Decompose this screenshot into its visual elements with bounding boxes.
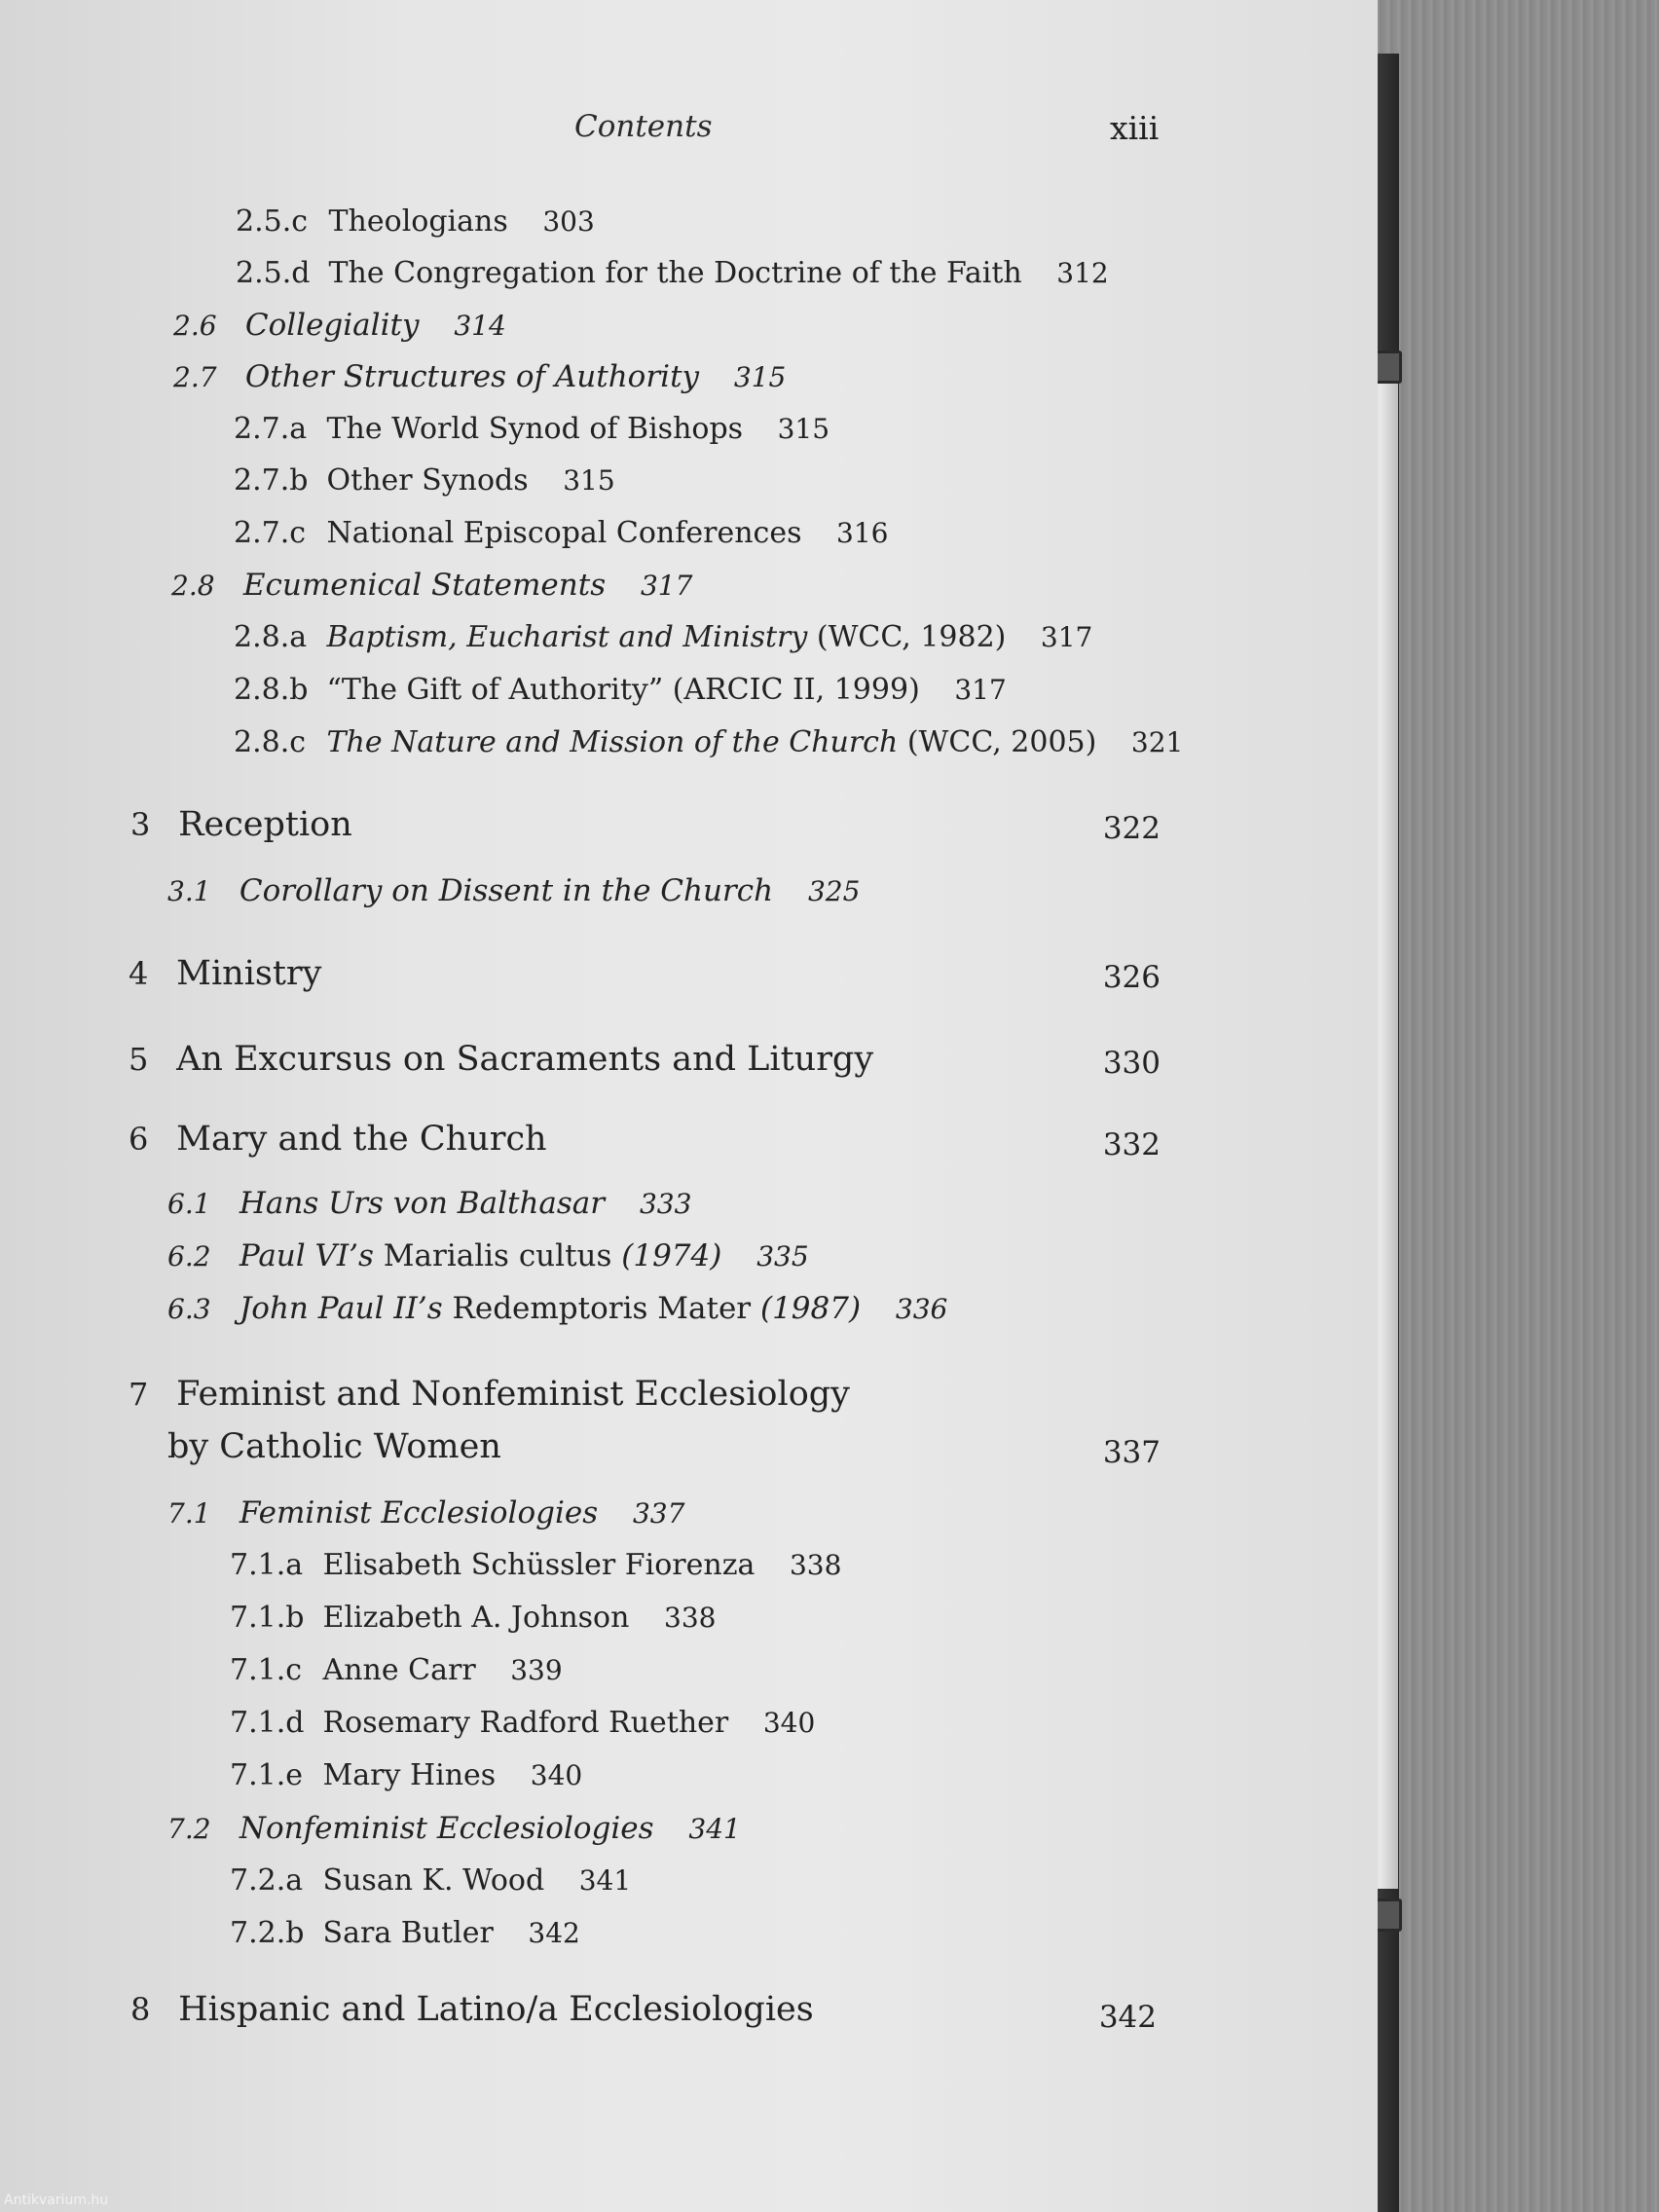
section-number: 6.1 (167, 1188, 211, 1220)
entry-title-italic: Baptism, Eucharist and Ministry (326, 620, 808, 654)
toc-chapter (129, 1375, 1161, 1482)
entry-title: Elizabeth A. Johnson (322, 1601, 630, 1635)
entry-number: 2.8.c (234, 725, 307, 759)
toc-entry (234, 673, 1007, 707)
chapter-number: 5 (129, 1041, 149, 1078)
section-title-c: (1987) (759, 1291, 862, 1326)
section-number: 6.2 (167, 1240, 211, 1272)
entry-page: 338 (789, 1549, 842, 1581)
section-page: 341 (688, 1813, 741, 1845)
section-page: 325 (807, 875, 861, 907)
chapter-title-line1: Feminist and Nonfeminist Ecclesiology (176, 1375, 850, 1414)
section-page: 333 (639, 1188, 692, 1220)
entry-number: 7.1.d (230, 1706, 305, 1740)
chapter-title: Ministry (176, 954, 322, 993)
chapter-page: 337 (1102, 1435, 1161, 1470)
chapter-number: 8 (130, 1991, 151, 2028)
section-number: 2.8 (171, 570, 215, 602)
section-title: Corollary on Dissent in the Church (239, 873, 774, 908)
toc-entry (234, 725, 1183, 759)
entry-number: 2.7.a (234, 412, 308, 446)
entry-page: 341 (578, 1864, 632, 1897)
section-title: Collegiality (244, 308, 420, 343)
toc-entry (230, 1548, 841, 1582)
entry-title: Sara Butler (322, 1916, 494, 1950)
entry-number: 7.1.c (230, 1653, 303, 1687)
toc-section (173, 308, 506, 343)
chapter-title-line2: by Catholic Women (167, 1427, 501, 1466)
entry-title: Rosemary Radford Ruether (322, 1706, 729, 1740)
toc-chapter (130, 1990, 1157, 2035)
entry-title: Other Synods (326, 463, 529, 498)
entry-page: 303 (542, 205, 595, 238)
entry-title: Elisabeth Schüssler Fiorenza (322, 1548, 756, 1582)
toc-entry (236, 204, 595, 239)
entry-title-rest: (WCC, 2005) (898, 725, 1097, 759)
chapter-page: 330 (1102, 1046, 1161, 1081)
toc-section (171, 568, 692, 603)
toc-entry (234, 463, 615, 498)
entry-title-italic: The Nature and Mission of the Church (326, 725, 899, 759)
watermark: Antikvarium.hu (4, 2193, 109, 2208)
toc-entry (230, 1653, 563, 1687)
entry-number: 2.8.b (234, 673, 309, 707)
toc-entry (230, 1706, 815, 1740)
chapter-title: Hispanic and Latino/a Ecclesiologies (178, 1990, 814, 2029)
section-title: Feminist Ecclesiologies (239, 1495, 599, 1530)
entry-page: 316 (836, 517, 889, 549)
entry-number: 7.2.b (230, 1916, 305, 1950)
section-page: 317 (640, 570, 693, 602)
entry-page: 338 (664, 1602, 717, 1634)
toc-section (167, 1291, 947, 1326)
toc-entry (236, 256, 1109, 290)
toc-section (167, 1238, 809, 1273)
entry-page: 342 (528, 1917, 580, 1949)
entry-title-rest: (WCC, 1982) (807, 620, 1007, 654)
entry-page: 317 (954, 674, 1007, 706)
section-number: 2.6 (173, 310, 217, 342)
entry-number: 7.1.b (230, 1601, 305, 1635)
toc-section (167, 1495, 684, 1530)
table-surface (1353, 0, 1659, 2212)
entry-title: The World Synod of Bishops (326, 412, 744, 446)
entry-title: “The Gift of Authority” (ARCIC II, 1999) (326, 673, 920, 707)
entry-page: 340 (762, 1707, 816, 1739)
chapter-number: 3 (130, 806, 151, 843)
toc-section (173, 359, 786, 394)
entry-page: 315 (777, 413, 830, 445)
chapter-number: 6 (129, 1121, 149, 1158)
section-title-b: Marialis cultus (373, 1238, 622, 1273)
toc-entry (234, 620, 1092, 654)
entry-title: Anne Carr (322, 1653, 476, 1687)
section-title-a: Paul VI’s (239, 1238, 374, 1273)
section-title-a: John Paul II’s (239, 1291, 443, 1326)
entry-title: National Episcopal Conferences (326, 516, 802, 550)
entry-page: 340 (530, 1759, 583, 1791)
section-page: 314 (454, 310, 506, 342)
entry-page: 321 (1130, 726, 1184, 758)
chapter-title: An Excursus on Sacraments and Liturgy (176, 1040, 874, 1079)
toc-chapter (129, 1120, 1161, 1162)
section-title: Other Structures of Authority (244, 359, 700, 394)
entry-number: 2.5.d (236, 256, 311, 290)
section-title: Ecumenical Statements (242, 568, 607, 603)
toc-section (167, 873, 860, 908)
section-page: 315 (733, 361, 787, 393)
toc-entry (234, 412, 830, 446)
section-number: 6.3 (167, 1293, 211, 1325)
section-number: 7.1 (167, 1497, 211, 1530)
entry-number: 7.1.e (230, 1758, 303, 1792)
entry-number: 2.7.c (234, 516, 307, 550)
toc-chapter (129, 1040, 1161, 1079)
entry-title: Mary Hines (322, 1758, 497, 1792)
section-page: 336 (895, 1293, 948, 1325)
section-page: 335 (756, 1240, 809, 1272)
chapter-number: 4 (129, 955, 149, 992)
section-title: Nonfeminist Ecclesiologies (239, 1811, 654, 1846)
entry-page: 339 (510, 1654, 563, 1686)
section-number: 7.2 (167, 1813, 211, 1845)
toc-chapter (129, 954, 1161, 993)
entry-page: 312 (1056, 257, 1109, 289)
entry-number: 7.1.a (230, 1548, 304, 1582)
section-number: 2.7 (173, 361, 217, 393)
toc-section (167, 1186, 691, 1221)
chapter-page: 342 (1098, 2000, 1157, 2035)
section-page: 337 (632, 1497, 685, 1530)
toc-entry (230, 1601, 716, 1635)
chapter-title: Mary and the Church (176, 1120, 547, 1159)
entry-number: 2.5.c (236, 204, 309, 239)
toc-entry (230, 1916, 580, 1950)
chapter-number: 7 (129, 1376, 149, 1413)
running-header-page: xiii (1110, 109, 1160, 147)
toc-chapter (130, 805, 1161, 844)
section-title-b: Redemptoris Mater (442, 1291, 760, 1326)
entry-title: Susan K. Wood (322, 1863, 545, 1898)
toc-entry (230, 1758, 582, 1792)
section-title-c: (1974) (621, 1238, 722, 1273)
chapter-page: 332 (1102, 1127, 1161, 1162)
toc-section (167, 1811, 741, 1846)
chapter-page: 322 (1102, 811, 1161, 846)
chapter-title: Reception (178, 805, 352, 844)
entry-page: 317 (1040, 621, 1093, 653)
toc-entry (234, 516, 888, 550)
running-header-title: Contents (574, 109, 713, 144)
entry-title: The Congregation for the Doctrine of the Faith (328, 256, 1022, 290)
entry-page: 315 (563, 464, 615, 497)
toc-entry (230, 1863, 631, 1898)
section-number: 3.1 (167, 875, 211, 907)
chapter-page: 326 (1102, 960, 1161, 995)
entry-title: Theologians (328, 204, 508, 239)
section-title: Hans Urs von Balthasar (239, 1186, 606, 1221)
entry-number: 2.8.a (234, 620, 308, 654)
entry-number: 7.2.a (230, 1863, 304, 1898)
entry-number: 2.7.b (234, 463, 309, 498)
